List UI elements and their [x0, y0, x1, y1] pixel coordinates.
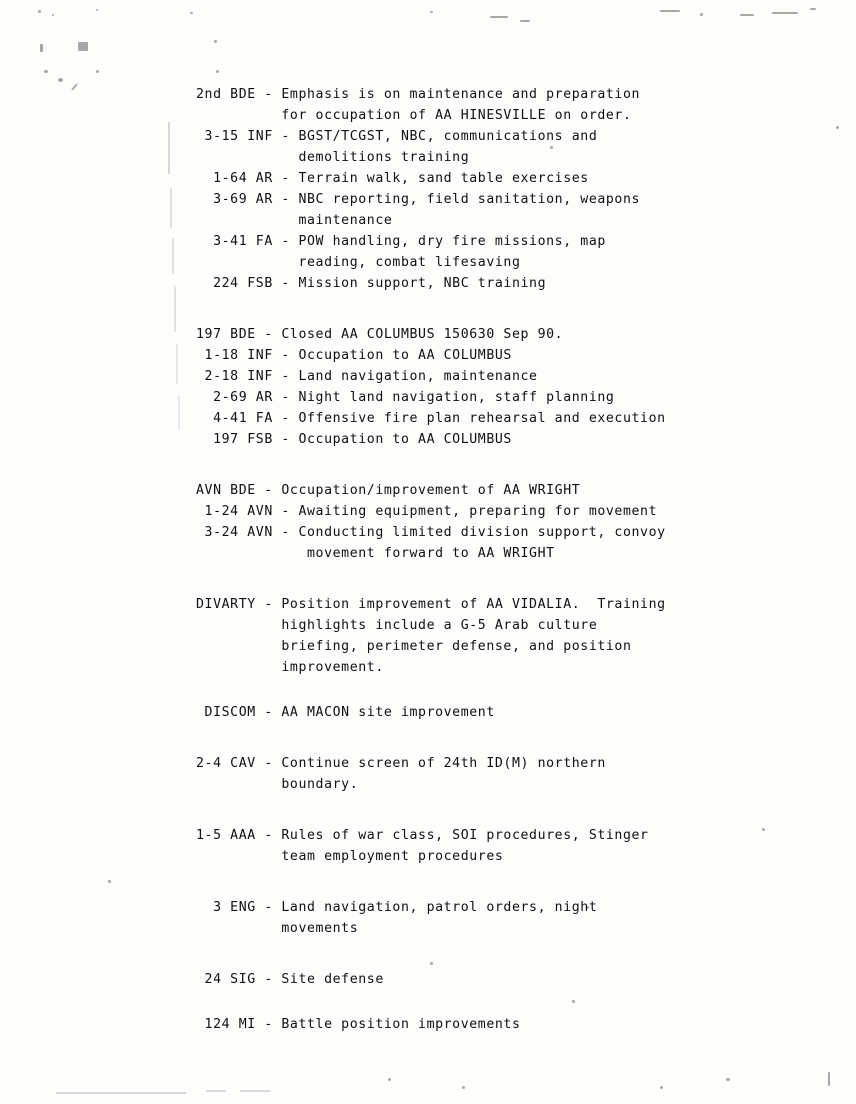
text-line: 2-4 CAV - Continue screen of 24th ID(M) northern [196, 756, 606, 771]
text-line: demolitions training [196, 150, 470, 165]
text-line: 24 SIG - Site defense [196, 972, 384, 987]
scan-speck [388, 1078, 391, 1081]
unit-block-2nd-bde [196, 84, 796, 294]
scan-speck [216, 70, 219, 73]
block-spacer [196, 795, 796, 825]
text-line: reading, combat lifesaving [196, 255, 521, 270]
scan-speck [190, 12, 193, 14]
block-spacer [196, 867, 796, 897]
scan-speck [38, 10, 41, 13]
text-line: AVN BDE - Occupation/improvement of AA WRIGHT [196, 483, 581, 498]
scan-speck [96, 9, 98, 11]
unit-block-discom [196, 702, 796, 723]
scan-speck [462, 1086, 465, 1089]
scan-speck [828, 1072, 830, 1086]
unit-block-1-5-aaa [196, 825, 796, 867]
text-line: maintenance [196, 213, 393, 228]
scan-speck [700, 13, 703, 16]
scan-bottom-dashes [240, 1090, 270, 1092]
scan-speck [772, 12, 798, 14]
block-spacer [196, 294, 796, 324]
scan-speck [660, 1086, 663, 1089]
unit-block-3-eng [196, 897, 796, 939]
scan-speck [836, 126, 839, 129]
text-line: 197 FSB - Occupation to AA COLUMBUS [196, 432, 512, 447]
text-line: DISCOM - AA MACON site improvement [196, 705, 495, 720]
unit-block-avn-bde [196, 480, 796, 564]
scan-speck [726, 1078, 730, 1081]
scan-bottom-dashes [206, 1090, 226, 1092]
scan-speck [740, 14, 754, 16]
scan-speck [490, 16, 508, 18]
text-line: 224 FSB - Mission support, NBC training [196, 276, 547, 291]
unit-block-124-mi [196, 1014, 796, 1035]
unit-block-24-sig [196, 969, 796, 990]
text-line: 2-69 AR - Night land navigation, staff planning [196, 390, 615, 405]
text-line: 124 MI - Battle position improvements [196, 1017, 521, 1032]
scan-edge-mark [176, 344, 178, 384]
text-line: 1-24 AVN - Awaiting equipment, preparing for movement [196, 504, 658, 519]
scan-speck [214, 40, 217, 43]
scan-speck [40, 44, 43, 52]
scan-speck [96, 70, 99, 73]
scan-edge-mark [172, 238, 174, 274]
text-line: 3-24 AVN - Conducting limited division support, convoy [196, 525, 666, 540]
scan-speck [520, 20, 530, 22]
text-line: movement forward to AA WRIGHT [196, 546, 555, 561]
text-line: briefing, perimeter defense, and position [196, 639, 632, 654]
scan-speck [52, 14, 54, 16]
unit-block-2-4-cav [196, 753, 796, 795]
scan-edge-mark [178, 396, 180, 430]
text-line: 2-18 INF - Land navigation, maintenance [196, 369, 538, 384]
scan-edge-mark [168, 122, 170, 174]
text-line: improvement. [196, 660, 384, 675]
block-spacer [196, 990, 796, 1014]
text-line: 4-41 FA - Offensive fire plan rehearsal and execution [196, 411, 666, 426]
block-spacer [196, 939, 796, 969]
unit-block-197-bde [196, 324, 796, 450]
text-line: 3-41 FA - POW handling, dry fire missions, map [196, 234, 606, 249]
scan-speck [44, 70, 48, 73]
text-line: 3-69 AR - NBC reporting, field sanitation, weapons [196, 192, 641, 207]
scan-speck [660, 10, 680, 12]
unit-block-divarty [196, 594, 796, 678]
scan-speck [810, 8, 816, 10]
scan-speck [58, 78, 63, 82]
text-line: DIVARTY - Position improvement of AA VIDALIA. Training [196, 597, 666, 612]
scan-edge-mark [174, 286, 176, 332]
scan-edge-mark [170, 188, 172, 228]
text-line: team employment procedures [196, 849, 504, 864]
scan-speck [78, 42, 88, 51]
text-line: 3-15 INF - BGST/TCGST, NBC, communications and [196, 129, 598, 144]
block-spacer [196, 564, 796, 594]
text-line: 197 BDE - Closed AA COLUMBUS 150630 Sep 90. [196, 327, 564, 342]
text-line: movements [196, 921, 359, 936]
text-line: highlights include a G-5 Arab culture [196, 618, 598, 633]
block-spacer [196, 450, 796, 480]
document-text-body [196, 84, 796, 1035]
text-line: 1-18 INF - Occupation to AA COLUMBUS [196, 348, 512, 363]
text-line: 3 ENG - Land navigation, patrol orders, night [196, 900, 598, 915]
block-spacer [196, 678, 796, 702]
scan-bottom-dashes [56, 1092, 186, 1094]
text-line: for occupation of AA HINESVILLE on order. [196, 108, 632, 123]
text-line: boundary. [196, 777, 359, 792]
block-spacer [196, 723, 796, 753]
text-line: 1-5 AAA - Rules of war class, SOI procedures, Stinger [196, 828, 649, 843]
scan-speck [430, 11, 433, 13]
scan-speck [71, 83, 78, 91]
text-line: 2nd BDE - Emphasis is on maintenance and preparation [196, 87, 641, 102]
scan-speck [108, 880, 111, 883]
text-line: 1-64 AR - Terrain walk, sand table exercises [196, 171, 589, 186]
